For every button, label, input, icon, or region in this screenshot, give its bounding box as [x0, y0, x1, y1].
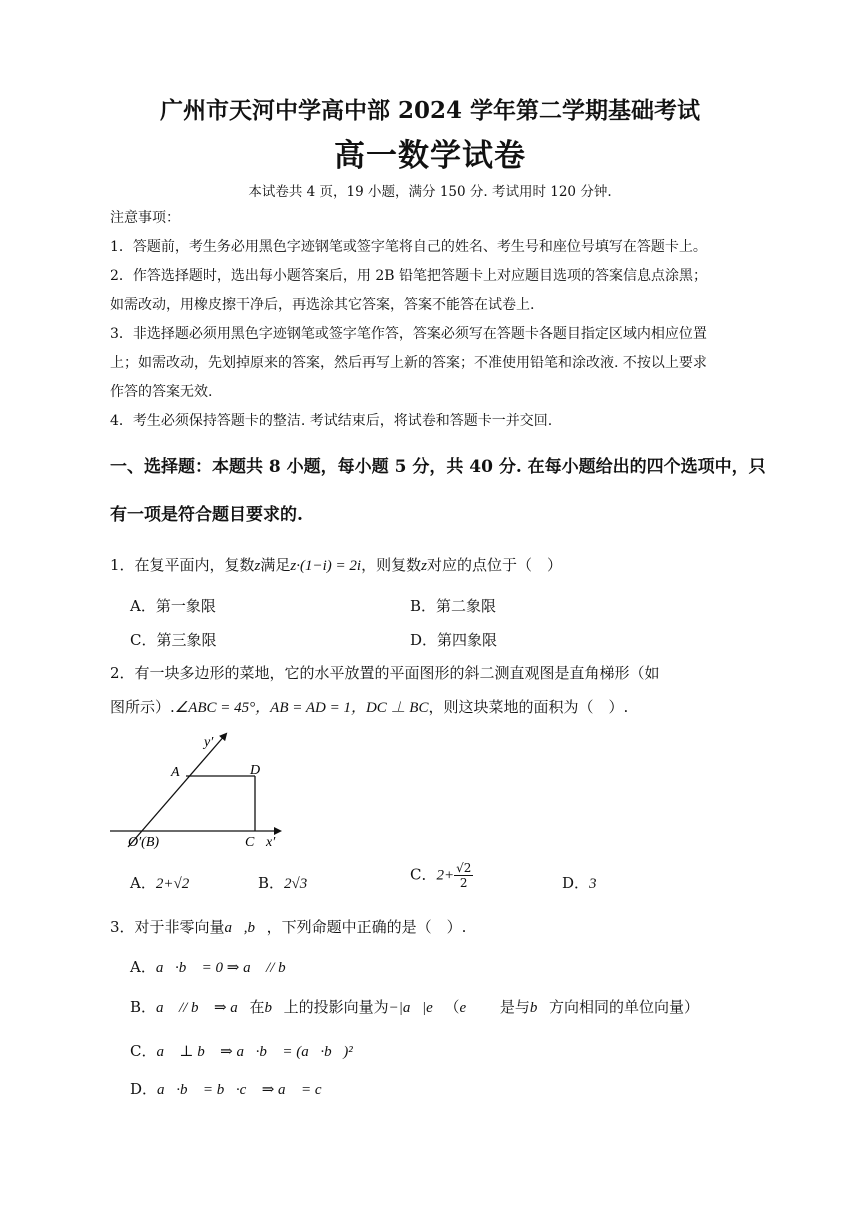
label-a: A [171, 765, 180, 780]
fraction: $\frac{√2}{2}$ [456, 861, 472, 890]
y-axis [128, 734, 226, 847]
q3-option-d: D．a⃗·b⃗ = b⃗·c⃗ ⇒ a⃗ = c⃗ [130, 1080, 334, 1098]
note-3-line-1: 3．非选择题必须用黑色字迹钢笔或签字笔作答，答案必须写在答题卡各题目指定区域内相应位置 [110, 326, 707, 342]
q3-option-a: A．a⃗·b⃗ = 0 ⇒ a⃗ // b⃗ [130, 958, 298, 976]
q2-option-b: B．2√3 [258, 874, 308, 892]
label-y: y′ [204, 735, 214, 750]
q1-option-c: C．第三象限 [130, 631, 217, 649]
note-2-line-1: 2．作答选择题时，选出每小题答案后，用 2B 铅笔把答题卡上对应题目选项的答案信息点涂黑； [110, 268, 708, 284]
q2-option-c: C．2+ $\frac{√2}{2}$ [410, 861, 472, 890]
note-1: 1．答题前，考生务必用黑色字迹钢笔或签字笔将自己的姓名、考生号和座位号填写在答题卡上。 [110, 239, 707, 255]
question-3-stem: 3．对于非零向量a⃗,b⃗，下列命题中正确的是（ ）. [110, 918, 467, 936]
label-c: C [245, 835, 255, 850]
note-2-line-2: 如需改动，用橡皮擦干净后，再选涂其它答案，答案不能答在试卷上. [110, 297, 535, 313]
section-1-line-1: 一、选择题：本题共 8 小题，每小题 5 分，共 40 分. 在每小题给出的四个选项中，只 [110, 457, 766, 477]
label-d: D [250, 763, 261, 778]
section-1-line-2: 有一项是符合题目要求的. [110, 505, 303, 525]
q1-option-a: A．第一象限 [130, 597, 216, 615]
q1-option-b: B．第二象限 [410, 597, 497, 615]
school-title: 广州市天河中学高中部 2024 学年第二学期基础考试 [159, 97, 701, 124]
note-3-line-2: 上；如需改动，先划掉原来的答案，然后再写上新的答案；不准使用铅笔和涂改液. 不按以上要求 [110, 355, 707, 371]
trapezoid-figure [108, 728, 298, 852]
q1-option-d: D．第四象限 [410, 631, 498, 649]
note-3-line-3: 作答的答案无效. [110, 384, 213, 400]
notes-heading: 注意事项： [110, 210, 180, 226]
q3-option-b: B．a⃗ // b⃗ ⇒ a⃗在b⃗上的投影向量为−|a⃗|e⃗（e⃗ 是与b⃗方向相同的单位向量） [130, 998, 700, 1016]
question-2-line-1: 2．有一块多边形的菜地，它的水平放置的平面图形的斜二测直观图是直角梯形（如 [110, 664, 660, 682]
label-x: x′ [266, 835, 276, 850]
q2-option-d: D．3 [562, 874, 597, 892]
question-2-line-2: 图所示）.∠ABC = 45°，AB = AD = 1，DC ⊥ BC，则这块菜地的面积为（ ）. [110, 698, 629, 716]
question-1-stem: 1．在复平面内，复数z满足z·(1−i) = 2i，则复数z对应的点位于（ ） [110, 556, 562, 574]
exam-title: 高一数学试卷 [334, 138, 526, 174]
q2-option-a: A．2+√2 [130, 874, 190, 892]
q3-option-c: C．a⃗ ⊥ b⃗ ⇒ a⃗·b⃗ = (a⃗·b⃗)² [130, 1042, 353, 1060]
note-4: 4．考生必须保持答题卡的整洁. 考试结束后，将试卷和答题卡一并交回. [110, 413, 553, 429]
exam-info: 本试卷共 4 页，19 小题，满分 150 分. 考试用时 120 分钟. [248, 184, 612, 200]
label-o: O′(B) [128, 835, 160, 850]
